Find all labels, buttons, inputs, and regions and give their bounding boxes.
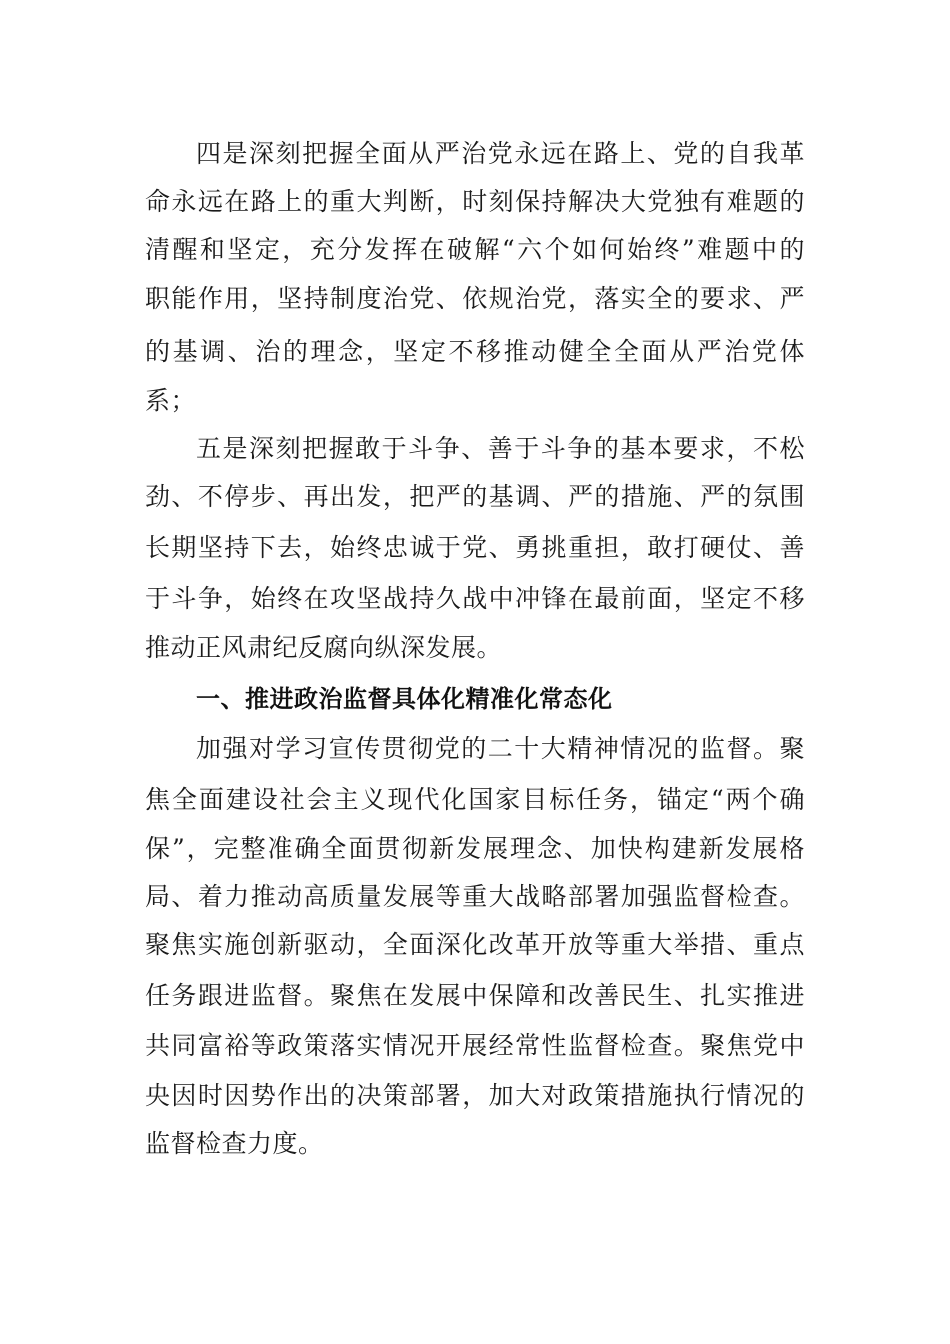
paragraph-5-line-3: 长期坚持下去，始终忠诚于党、勇挑重担，敢打硬仗、善 bbox=[145, 533, 805, 562]
paragraph-5-line-1: 五是深刻把握敢于斗争、善于斗争的基本要求，不松 bbox=[196, 434, 805, 463]
paragraph-6-line-7: 共同富裕等政策落实情况开展经常性监督检查。聚焦党中 bbox=[145, 1031, 805, 1060]
section-heading: 一、推进政治监督具体化精准化常态化 bbox=[196, 685, 613, 713]
paragraph-4-line-6: 系； bbox=[145, 386, 197, 415]
paragraph-5-line-5: 推动正风肃纪反腐向纵深发展。 bbox=[145, 633, 503, 662]
paragraph-6-line-8: 央因时因势作出的决策部署，加大对政策措施执行情况的 bbox=[145, 1081, 805, 1110]
paragraph-6-line-3: 保”，完整准确全面贯彻新发展理念、加快构建新发展格 bbox=[145, 834, 805, 863]
paragraph-4-line-3: 清醒和坚定，充分发挥在破解“六个如何始终”难题中的 bbox=[145, 235, 805, 264]
paragraph-4-line-1: 四是深刻把握全面从严治党永远在路上、党的自我革 bbox=[196, 139, 805, 168]
paragraph-6-line-5: 聚焦实施创新驱动，全面深化改革开放等重大举措、重点 bbox=[145, 930, 805, 959]
paragraph-6-line-1: 加强对学习宣传贯彻党的二十大精神情况的监督。聚 bbox=[196, 734, 805, 763]
paragraph-4-line-2: 命永远在路上的重大判断，时刻保持解决大党独有难题的 bbox=[145, 187, 805, 216]
paragraph-6-line-6: 任务跟进监督。聚焦在发展中保障和改善民生、扎实推进 bbox=[145, 981, 805, 1010]
paragraph-4-line-5: 的基调、治的理念，坚定不移推动健全全面从严治党体 bbox=[145, 337, 805, 366]
paragraph-4-line-4: 职能作用，坚持制度治党、依规治党，落实全的要求、严 bbox=[145, 284, 805, 313]
paragraph-6-line-2: 焦全面建设社会主义现代化国家目标任务，锚定“两个确 bbox=[145, 785, 805, 814]
paragraph-5-line-2: 劲、不停步、再出发，把严的基调、严的措施、严的氛围 bbox=[145, 482, 805, 511]
paragraph-6-line-9: 监督检查力度。 bbox=[145, 1129, 324, 1158]
paragraph-6-line-4: 局、着力推动高质量发展等重大战略部署加强监督检查。 bbox=[145, 882, 805, 911]
paragraph-5-line-4: 于斗争，始终在攻坚战持久战中冲锋在最前面，坚定不移 bbox=[145, 584, 805, 613]
